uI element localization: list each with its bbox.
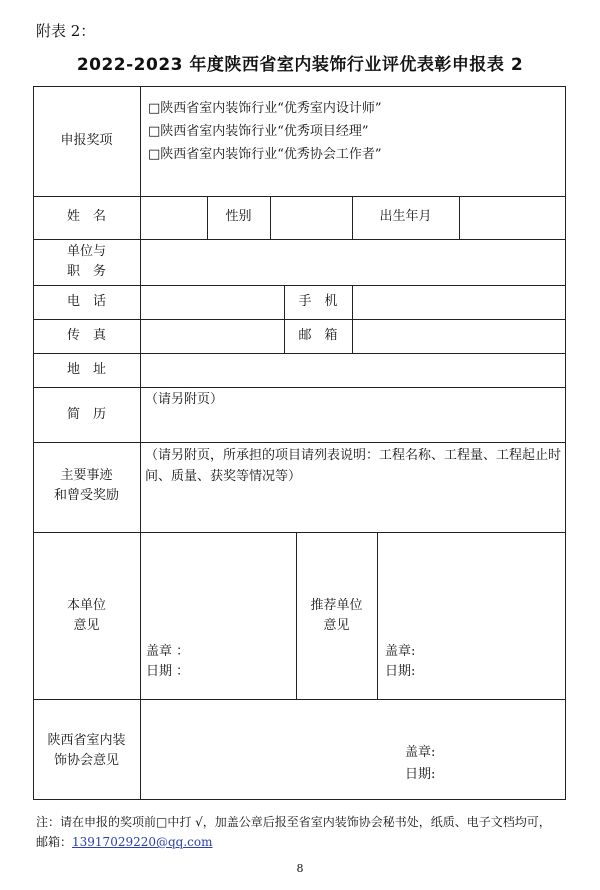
- column-divider: [270, 196, 271, 239]
- table-border-top: [33, 86, 566, 87]
- row-divider: [33, 319, 566, 320]
- email-label: 邮 箱: [298, 328, 338, 343]
- association-stamp-label: 盖章:: [405, 745, 436, 760]
- row-divider: [33, 285, 566, 286]
- recommend-date-label: 日期:: [385, 664, 416, 679]
- association-date-label: 日期:: [405, 767, 436, 782]
- achievements-hint: （请另附页，所承担的项目请列表说明：工程名称、工程量、工程起止时间、质量、获奖等情况等）: [145, 448, 562, 484]
- table-border-right: [565, 86, 566, 800]
- resume-hint: （请另附页）: [145, 392, 224, 407]
- name-label: 姓 名: [66, 209, 106, 224]
- association-opinion-label-2: 饰协会意见: [53, 753, 119, 768]
- column-divider: [377, 532, 378, 699]
- table-border-left: [33, 86, 34, 800]
- association-opinion-label: 陕西省室内装: [47, 733, 126, 748]
- address-label: 地 址: [66, 362, 106, 377]
- row-divider: [33, 353, 566, 354]
- row-divider: [33, 442, 566, 443]
- unit-stamp-label: 盖章 ：: [146, 644, 190, 659]
- recommend-opinion-label-2: 意见: [323, 618, 350, 633]
- resume-label: 简 历: [66, 407, 106, 422]
- recommend-stamp-label: 盖章:: [385, 644, 416, 659]
- column-divider: [459, 196, 460, 239]
- row-divider: [33, 196, 566, 197]
- row-divider: [33, 699, 566, 700]
- row-divider: [33, 532, 566, 533]
- page-number: 8: [296, 862, 304, 875]
- mobile-label: 手 机: [298, 294, 338, 309]
- organization-label: 单位与: [66, 244, 106, 259]
- column-divider: [352, 285, 353, 353]
- table-border-bottom: [33, 799, 566, 800]
- award-option-designer[interactable]: □陕西省室内装饰行业“优秀室内设计师”: [148, 101, 382, 116]
- unit-opinion-label: 本单位: [66, 598, 106, 613]
- unit-date-label: 日期 ：: [146, 664, 190, 679]
- recommend-opinion-label: 推荐单位: [310, 598, 363, 613]
- note-text: 注：请在申报的奖项前□中打 √，加盖公章后报至省室内装饰协会秘书处，纸质、电子文档均可， 邮箱：: [36, 815, 551, 849]
- award-option-association-worker[interactable]: □陕西省室内装饰行业“优秀协会工作者”: [148, 147, 382, 162]
- awards-received-label: 和曾受奖励: [53, 488, 119, 503]
- fax-label: 传 真: [66, 328, 106, 343]
- attachment-label: 附表 2：: [36, 22, 96, 40]
- unit-opinion-label-2: 意见: [73, 618, 100, 633]
- achievements-label: 主要事迹: [60, 468, 113, 483]
- row-divider: [33, 387, 566, 388]
- label-column-divider: [140, 86, 141, 800]
- application-form-table: [33, 86, 566, 799]
- page-title: 2022-2023 年度陕西省室内装饰行业评优表彰申报表 2: [76, 55, 524, 75]
- gender-label: 性别: [225, 209, 252, 224]
- award-label: 申报奖项: [60, 133, 113, 148]
- birth-date-label: 出生年月: [379, 209, 432, 224]
- award-option-project-manager[interactable]: □陕西省室内装饰行业“优秀项目经理”: [148, 124, 369, 139]
- row-divider: [33, 239, 566, 240]
- footer-note: [36, 812, 566, 852]
- email-link[interactable]: 13917029220@qq.com: [72, 835, 213, 849]
- phone-label: 电 话: [66, 294, 106, 309]
- position-label: 职 务: [66, 264, 106, 279]
